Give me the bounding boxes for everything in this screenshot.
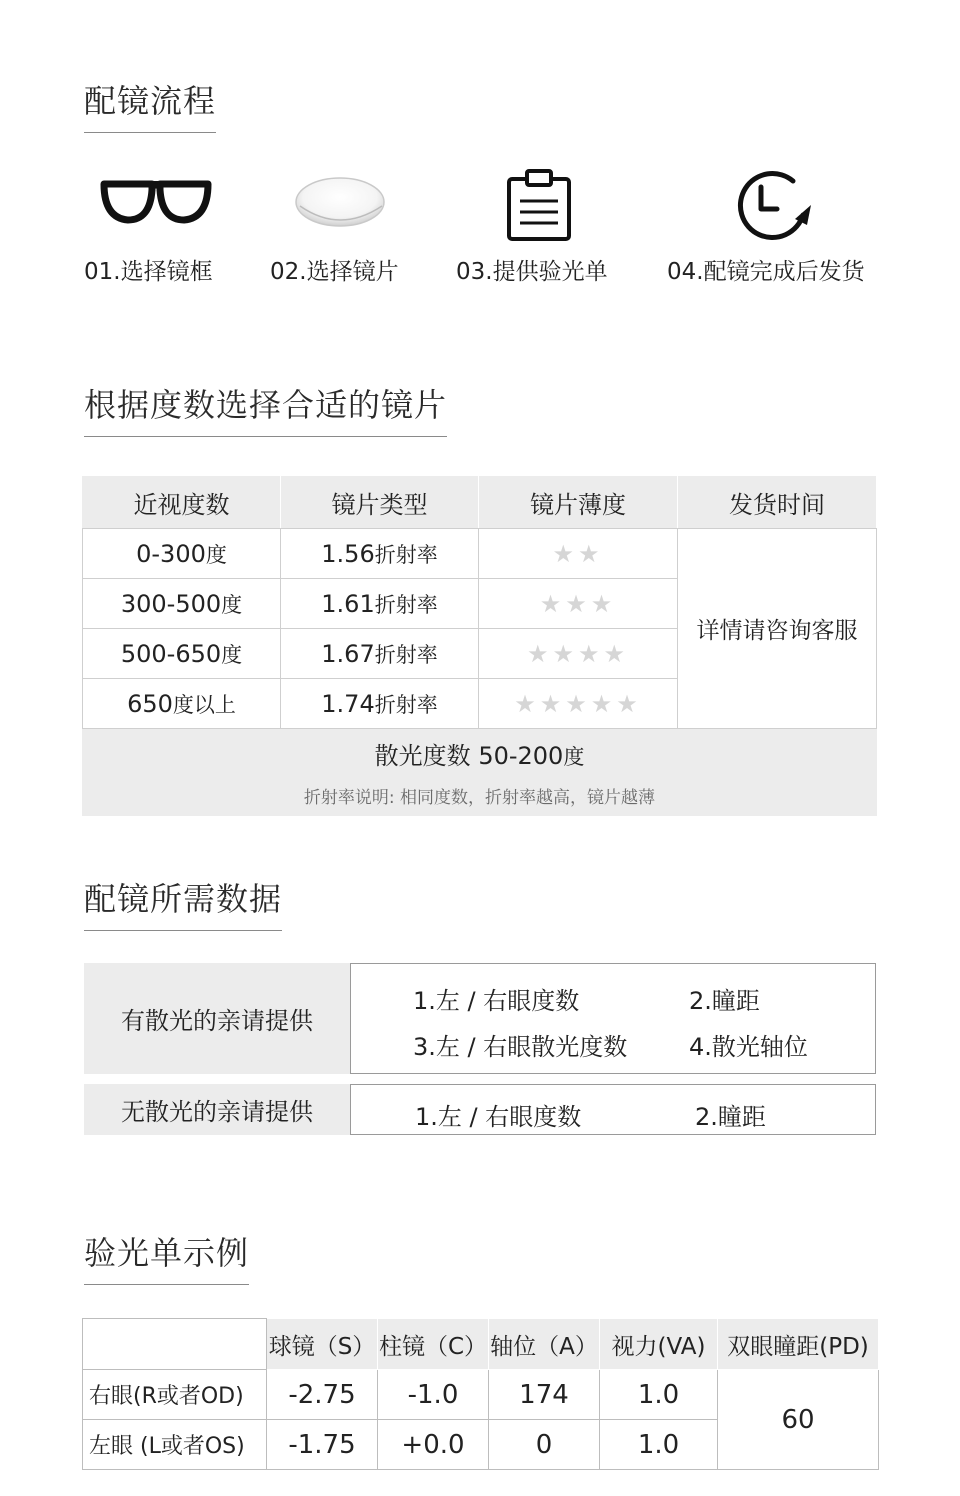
star-icon: ★ [578, 539, 604, 568]
requirement-box [350, 1084, 876, 1135]
lens-icon [294, 160, 388, 250]
star-icon: ★ [552, 639, 578, 668]
requirement-item: 1.左 / 右眼度数 [413, 987, 580, 1015]
lens-table-header [83, 477, 877, 529]
empty-corner-cell [83, 1319, 267, 1370]
header-lens-type: 镜片类型 [281, 477, 479, 529]
lens-selection-title: 根据度数选择合适的镜片 [84, 380, 447, 437]
degree-cell: 300-500度 [83, 579, 281, 629]
thinness-stars [479, 529, 678, 579]
shipping-cell: 详情请咨询客服 [678, 529, 877, 729]
star-icon: ★ [539, 589, 566, 618]
header-sphere: 球镜（S） [267, 1319, 378, 1370]
refraction-note: 折射率说明: 相同度数，折射率越高，镜片越薄 [303, 788, 656, 808]
header-lens-thinness: 镜片薄度 [479, 477, 678, 529]
step-label: 01.选择镜框 [84, 259, 213, 285]
step-provide-prescription [456, 160, 686, 295]
pupil-distance-value: 60 [718, 1370, 879, 1470]
sphere-value: -2.75 [267, 1370, 378, 1420]
star-icon: ★ [616, 689, 642, 718]
prescription-example-title: 验光单示例 [84, 1228, 249, 1285]
star-icon: ★ [539, 689, 566, 718]
degree-cell: 650度以上 [83, 679, 281, 729]
requirement-item: 1.左 / 右眼度数 [415, 1103, 582, 1131]
lens-table [82, 476, 877, 816]
requirement-label: 无散光的亲请提供 [84, 1084, 350, 1135]
index-cell: 1.56折射率 [281, 529, 479, 579]
visual-acuity-value: 1.0 [600, 1370, 718, 1420]
requirement-item: 3.左 / 右眼散光度数 [413, 1033, 628, 1061]
degree-cell: 0-300度 [83, 529, 281, 579]
axis-value: 0 [489, 1420, 600, 1470]
sphere-value: -1.75 [267, 1420, 378, 1470]
star-icon: ★ [514, 689, 540, 718]
step-label: 03.提供验光单 [456, 259, 608, 285]
astigmatism-range: 散光度数 50-200度 [374, 742, 585, 770]
index-cell: 1.61折射率 [281, 579, 479, 629]
star-icon: ★ [590, 589, 617, 618]
cylinder-value: +0.0 [378, 1420, 489, 1470]
requirement-label: 有散光的亲请提供 [84, 963, 350, 1074]
process-title: 配镜流程 [84, 76, 216, 133]
thinness-stars [479, 629, 678, 679]
star-icon: ★ [603, 639, 630, 668]
table-row [83, 1370, 879, 1420]
requirement-item: 4.散光轴位 [689, 1033, 808, 1061]
astigmatism-footer [83, 729, 877, 816]
header-pupil-distance: 双眼瞳距(PD) [718, 1319, 879, 1370]
star-icon: ★ [565, 589, 591, 618]
table-row [83, 529, 877, 579]
index-cell: 1.67折射率 [281, 629, 479, 679]
prescription-table [82, 1318, 879, 1470]
star-icon: ★ [590, 689, 617, 718]
no-astigmatism-requirements [84, 1084, 876, 1135]
star-icon: ★ [526, 639, 553, 668]
header-axis: 轴位（A） [489, 1319, 600, 1370]
header-myopia-degree: 近视度数 [83, 477, 281, 529]
visual-acuity-value: 1.0 [600, 1420, 718, 1470]
header-shipping-time: 发货时间 [678, 477, 877, 529]
degree-cell: 500-650度 [83, 629, 281, 679]
star-icon: ★ [552, 539, 578, 568]
step-label: 02.选择镜片 [270, 259, 399, 285]
axis-value: 174 [489, 1370, 600, 1420]
step-label: 04.配镜完成后发货 [667, 259, 865, 285]
thinness-stars [479, 579, 678, 629]
header-cylinder: 柱镜（C） [378, 1319, 489, 1370]
star-icon: ★ [578, 639, 604, 668]
clock-arrow-icon [733, 160, 813, 250]
star-icon: ★ [565, 689, 591, 718]
cylinder-value: -1.0 [378, 1370, 489, 1420]
thinness-stars [479, 679, 678, 729]
eye-label-left: 左眼 (L或者OS) [83, 1420, 267, 1470]
requirement-box [350, 963, 876, 1074]
glasses-frame-icon [98, 160, 214, 250]
requirement-item: 2.瞳距 [695, 1103, 766, 1131]
requirement-item: 2.瞳距 [689, 987, 760, 1015]
header-visual-acuity: 视力(VA) [600, 1319, 718, 1370]
table-footer [83, 729, 877, 816]
prescription-header [83, 1319, 879, 1370]
clipboard-icon [506, 160, 572, 250]
eye-label-right: 右眼(R或者OD) [83, 1370, 267, 1420]
astigmatism-requirements [84, 963, 876, 1074]
step-ship-after-fitting [667, 160, 897, 295]
index-cell: 1.74折射率 [281, 679, 479, 729]
required-data-title: 配镜所需数据 [84, 874, 282, 931]
